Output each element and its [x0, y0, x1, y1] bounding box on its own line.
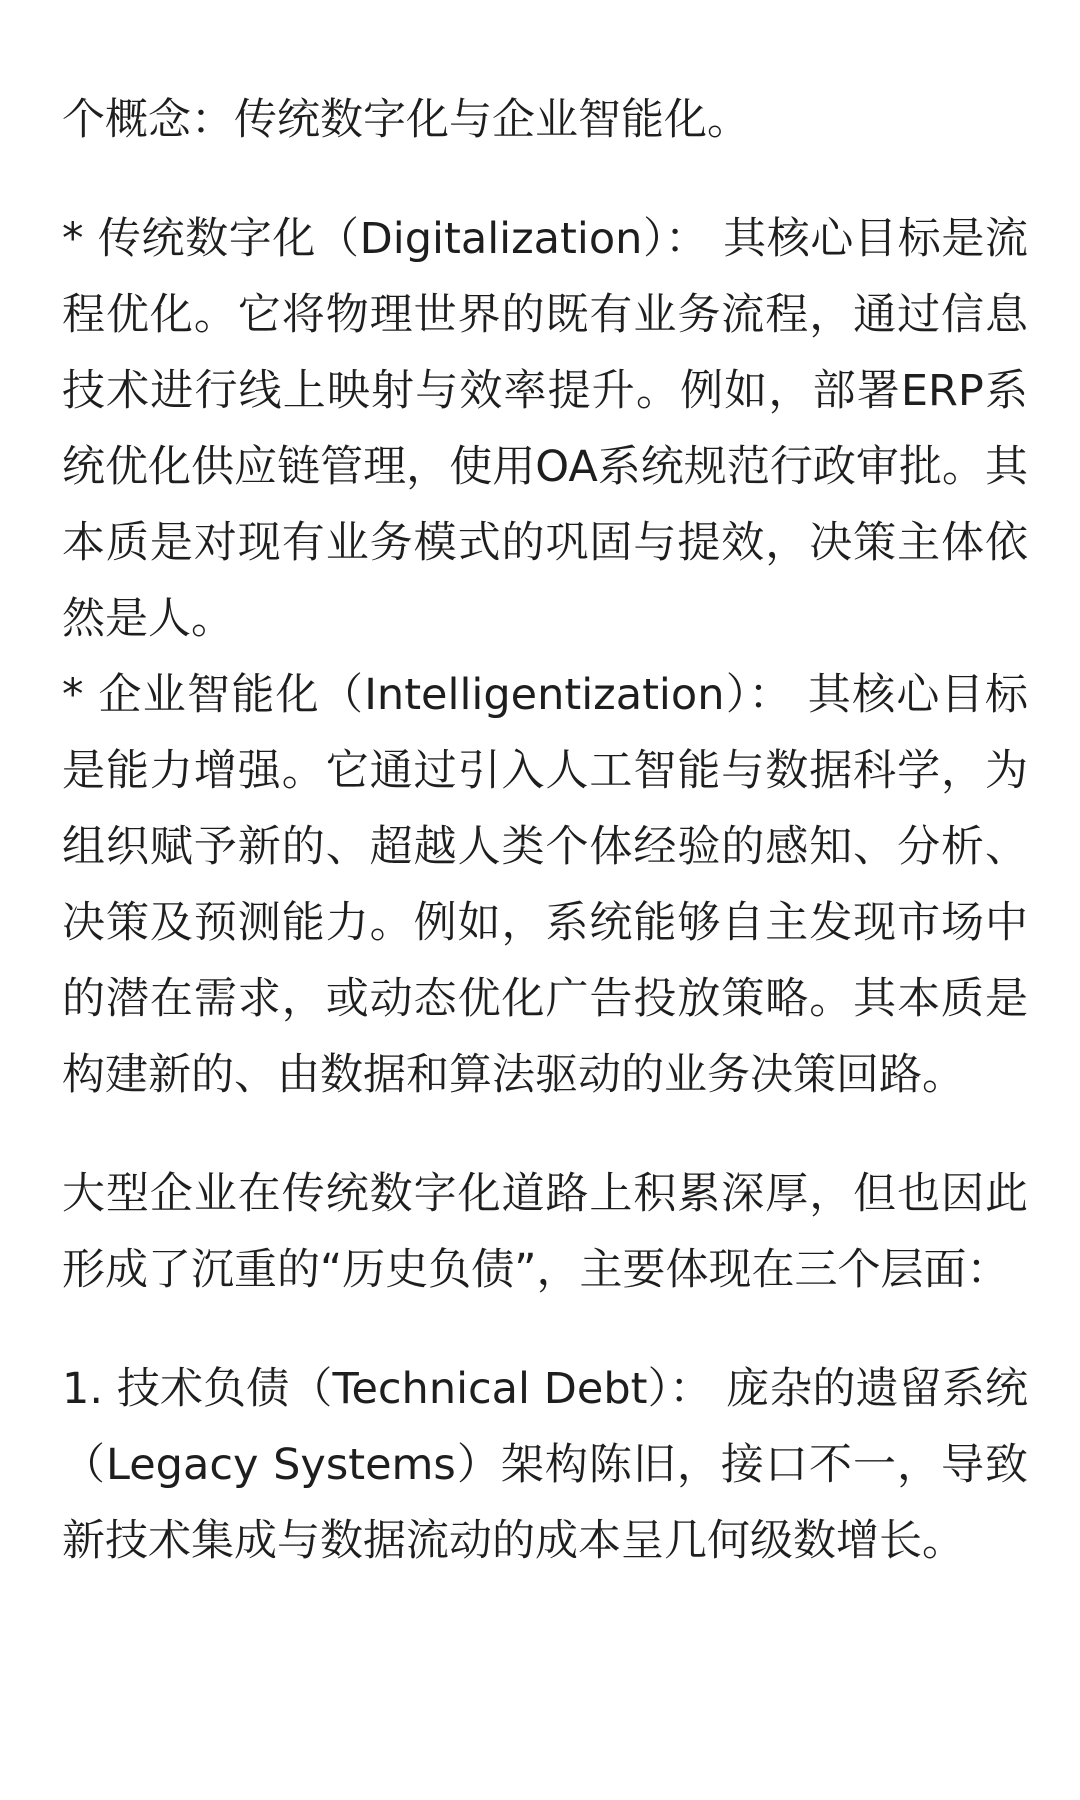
paragraph-legacy-debt: 大型企业在传统数字化道路上积累深厚，但也因此形成了沉重的“历史负债”，主要体现在三个层面：: [62, 1169, 1028, 1295]
paragraph-technical-debt: 1. 技术负债（Technical Debt）： 庞杂的遗留系统（Legacy Systems）架构陈旧，接口不一，导致新技术集成与数据流动的成本呈几何级数增长。: [62, 1364, 1028, 1566]
article-body: [62, 82, 1028, 1579]
paragraph-intelligentization: * 企业智能化（Intelligentization）： 其核心目标是能力增强。它通过引入人工智能与数据科学，为组织赋予新的、超越人类个体经验的感知、分析、决策及预测能力。例如，系统能够自主发现市场中的潜在需求，或动态优化广告投放策略。其本质是构建新的、由数据和算法驱动的业务决策回路。: [62, 670, 1028, 1100]
paragraph-intro: 个概念：传统数字化与企业智能化。: [62, 95, 750, 145]
paragraph-digitalization: * 传统数字化（Digitalization）： 其核心目标是流程优化。它将物理世界的既有业务流程，通过信息技术进行线上映射与效率提升。例如，部署ERP系统优化供应链管理，使用OA系统规范行政审批。其本质是对现有业务模式的巩固与提效，决策主体依然是人。: [62, 214, 1028, 644]
